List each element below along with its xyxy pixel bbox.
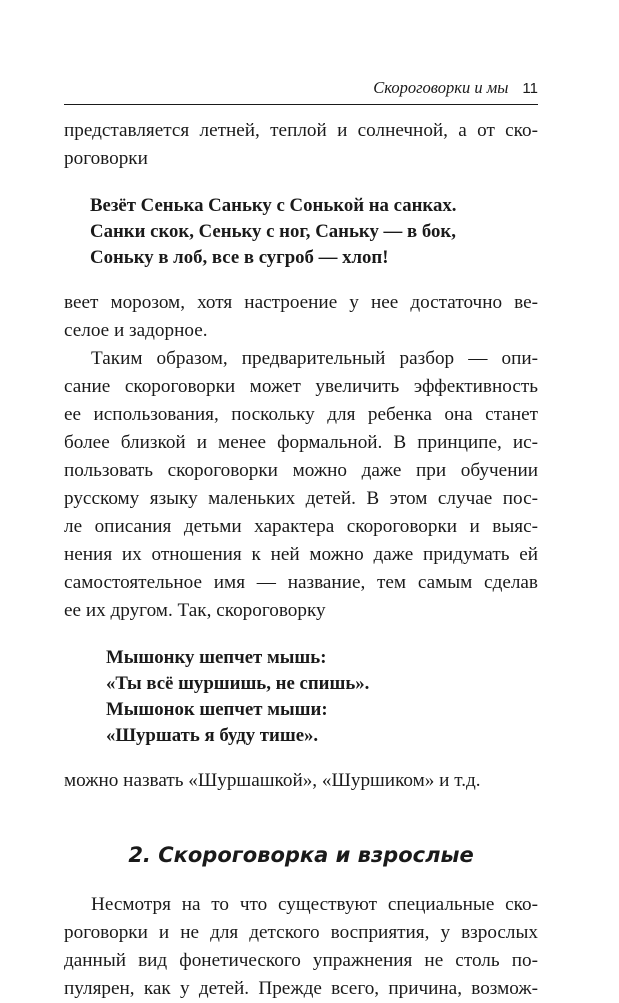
paragraph-4 — [64, 767, 538, 795]
text-line: нения их отношения к ней можно даже придумать ей — [64, 544, 538, 565]
verse-line: Соньку в лоб, все в сугроб — хлоп! — [90, 247, 389, 268]
text-line: пулярен, как у детей. Прежде всего, причина, возмож- — [64, 978, 538, 999]
text-line: роговорки — [64, 148, 148, 169]
running-title: Скороговорки и мы — [373, 78, 509, 97]
text-line: сание скороговорки может увеличить эффективность — [64, 376, 538, 397]
text-line: данный вид фонетического упражнения не столь по- — [64, 950, 538, 971]
text-line: ле описания детьми характера скороговорки и выяс- — [64, 516, 538, 537]
text-line: представляется летней, теплой и солнечной, а от ско- — [64, 120, 538, 141]
verse-line: «Ты всё шуршишь, не спишь». — [106, 673, 370, 694]
verse-line: «Шуршать я буду тише». — [106, 725, 319, 746]
tongue-twister-1 — [90, 193, 538, 271]
tongue-twister-2 — [106, 645, 538, 749]
verse-line: Везёт Сенька Саньку с Сонькой на санках. — [90, 195, 457, 216]
verse-line: Мышонку шепчет мышь: — [106, 647, 327, 668]
page-number: 11 — [522, 80, 538, 97]
text-line: самостоятельное имя — название, тем самым сделав — [64, 572, 538, 593]
book-page — [64, 0, 538, 1000]
text-line: русскому языку маленьких детей. В этом случае пос- — [64, 488, 538, 509]
text-line: более близкой и менее формальной. В принципе, ис- — [64, 432, 538, 453]
paragraph-2 — [64, 289, 538, 345]
section-heading: 2. Скороговорка и взрослые — [128, 843, 474, 867]
text-line: селое и задорное. — [64, 320, 208, 341]
text-line: Таким образом, предварительный разбор — опи- — [91, 348, 538, 369]
text-line: можно назвать «Шуршашкой», «Шуршиком» и т.д. — [64, 770, 481, 791]
text-line: Несмотря на то что существуют специальные ско- — [91, 894, 538, 915]
text-line: пользовать скороговорки можно даже при обучении — [64, 460, 538, 481]
verse-line: Санки скок, Сеньку с ног, Саньку — в бок, — [90, 221, 456, 242]
body-text — [64, 117, 538, 1003]
running-header — [64, 78, 538, 105]
verse-line: Мышонок шепчет мыши: — [106, 699, 328, 720]
paragraph-1 — [64, 117, 538, 173]
text-line: ее их другом. Так, скороговорку — [64, 600, 326, 621]
text-line: ее использования, поскольку для ребенка она станет — [64, 404, 538, 425]
text-line: роговорки и не для детского восприятия, у взрослых — [64, 922, 538, 943]
text-line: веет морозом, хотя настроение у нее достаточно ве- — [64, 292, 538, 313]
paragraph-5 — [64, 891, 538, 1003]
paragraph-3 — [64, 345, 538, 625]
